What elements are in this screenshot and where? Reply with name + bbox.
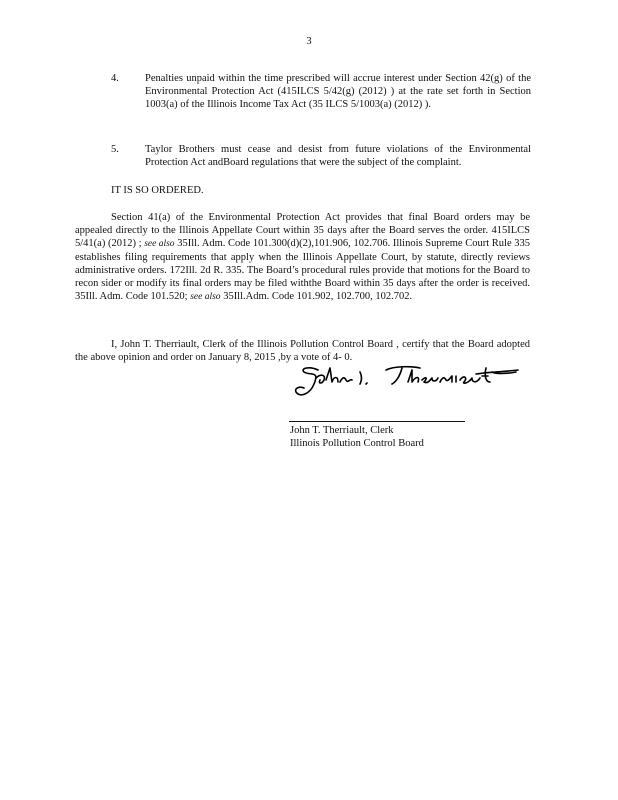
order-item-5 (111, 143, 531, 169)
signature-line (289, 421, 465, 422)
signer-name: John T. Therriault, Clerk (290, 425, 394, 436)
appeal-text-1: Section 41(a) of the Environmental Protection Act provides that final Board orders may be appealed directly to the Illinois Appellate Court within 35 days after the Board serves the order. 415ILCS 5/41(a) (2012) ; (75, 212, 530, 249)
item-text: Penalties unpaid within the time prescribed will accrue interest under Section 42(g) of the Environmental Protection Act (415ILCS 5/42(g) (2012) ) at the rate set forth in Section 1003(a) of the Illinois Income Tax Act (35 ILCS 5/1003(a) (2012) ). (145, 73, 531, 110)
page-number: 3 (306, 36, 312, 47)
certification-text: I, John T. Therriault, Clerk of the Illinois Pollution Control Board , certify that the Board adopted the above opinion and order on January 8, 2015 ,by a vote of 4- 0. (75, 339, 530, 363)
ordered-statement: IT IS SO ORDERED. (111, 185, 204, 196)
signer-organization: Illinois Pollution Control Board (290, 438, 424, 449)
see-also-2: see also (190, 292, 221, 302)
order-item-4 (111, 72, 531, 111)
certification-paragraph (75, 338, 530, 364)
item-number: 4. (111, 73, 119, 84)
handwritten-signature (290, 362, 520, 400)
signature-block (290, 424, 424, 450)
appeal-text-3: 35Ill.Adm. Code 101.902, 102.700, 102.702. (220, 291, 413, 302)
appeal-paragraph (75, 211, 530, 304)
item-number: 5. (111, 144, 119, 155)
item-text: Taylor Brothers must cease and desist from future violations of the Environmental Protection Act andBoard regulations that were the subject of the complaint. (145, 144, 531, 168)
appeal-text-2: 35Ill. Adm. Code 101.300(d)(2),101.906, 102.706. Illinois Supreme Court Rule 335 establishes filing requirements that apply when the Illinois Appellate Court, by statute, directly reviews administrative orders. 172Ill. 2d R. 335. The Board’s procedural rules provide that motions for the Board to recon sider or modify its final orders may be filed withthe Board within 35 days after the order is received. 35Ill. Adm. Code 101.520; (75, 238, 531, 302)
see-also-1: see also (144, 239, 175, 249)
